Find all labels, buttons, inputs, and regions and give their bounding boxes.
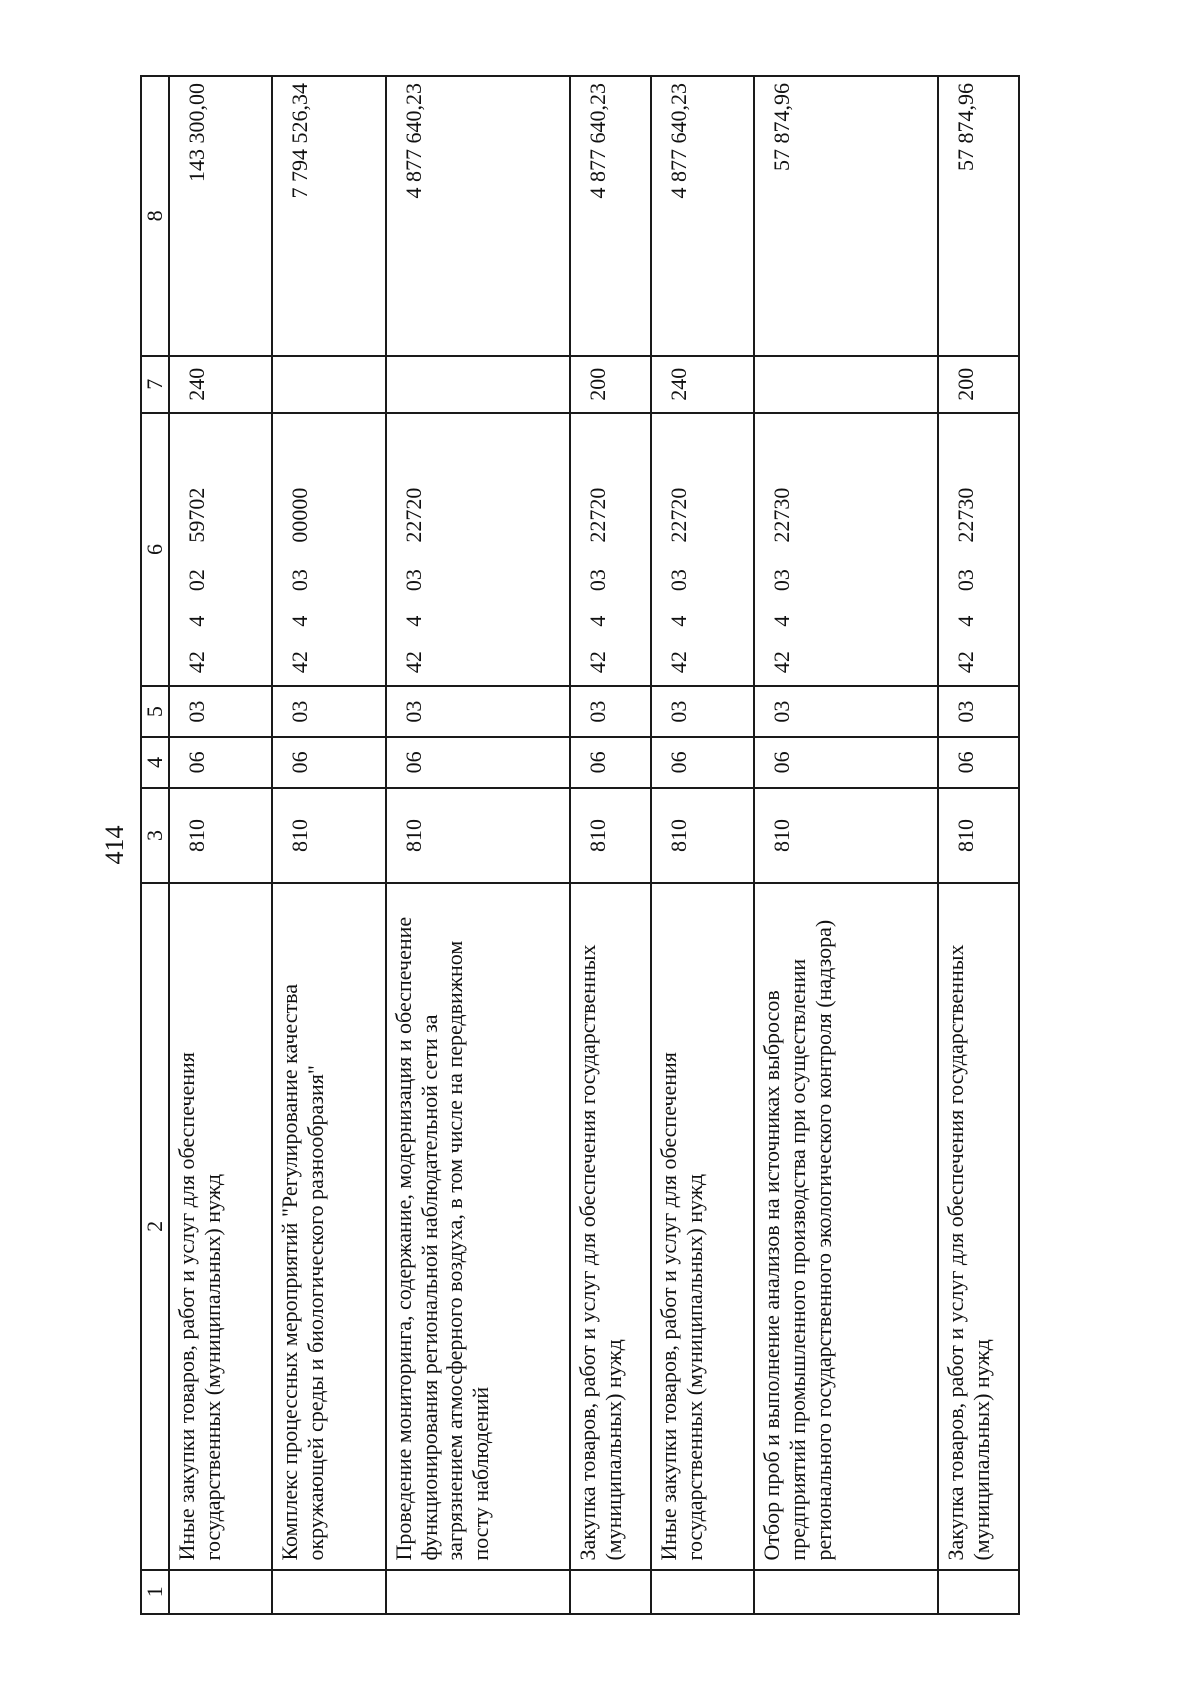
- amount-cell: 7 794 526,34: [272, 76, 386, 356]
- code-4-cell: 06: [570, 737, 651, 788]
- target-code-part: 4: [400, 615, 426, 627]
- header-cell-3: 3: [141, 788, 169, 883]
- amount-cell: 4 877 640,23: [651, 76, 754, 356]
- description-cell: Иные закупки товаров, работ и услуг для обеспечения государственных (муниципальных) нужд: [169, 883, 272, 1569]
- code-4-cell: 06: [651, 737, 754, 788]
- code-5-cell: 03: [938, 686, 1019, 737]
- table-row: [169, 76, 272, 1614]
- amount-cell: 57 874,96: [938, 76, 1019, 356]
- target-code-part: 22730: [768, 487, 794, 543]
- amount-cell: 57 874,96: [754, 76, 938, 356]
- expense-type-cell: [272, 356, 386, 413]
- target-code-part: 42: [184, 651, 209, 674]
- target-code-part: 42: [400, 651, 426, 674]
- target-code-cell: [651, 413, 754, 686]
- code-4-cell: 06: [754, 737, 938, 788]
- target-code-cell: [169, 413, 272, 686]
- expense-type-cell: [386, 356, 570, 413]
- header-cell-2: 2: [141, 883, 169, 1569]
- header-cell-1: 1: [141, 1570, 169, 1614]
- code-4-cell: 06: [386, 737, 570, 788]
- target-code-part: 4: [952, 615, 978, 627]
- target-code-part: 22720: [584, 487, 610, 543]
- code-5-cell: 03: [570, 686, 651, 737]
- code-5-cell: 03: [386, 686, 570, 737]
- target-code-part: 03: [665, 569, 691, 592]
- code-3-cell: 810: [272, 788, 386, 883]
- code-3-cell: 810: [651, 788, 754, 883]
- target-code-part: 42: [584, 651, 610, 674]
- target-code-part: 03: [768, 569, 794, 592]
- target-code-part: 22720: [400, 487, 426, 543]
- table-row: [754, 76, 938, 1614]
- code-3-cell: 810: [754, 788, 938, 883]
- code-3-cell: 810: [938, 788, 1019, 883]
- target-code-part: 42: [286, 651, 312, 674]
- header-cell-4: 4: [141, 737, 169, 788]
- target-code-part: 4: [665, 615, 691, 627]
- row-number-cell: [651, 1570, 754, 1614]
- code-4-cell: 06: [169, 737, 272, 788]
- target-code-part: 03: [286, 569, 312, 592]
- header-cell-5: 5: [141, 686, 169, 737]
- target-code-cell: [272, 413, 386, 686]
- expense-type-cell: 200: [570, 356, 651, 413]
- expense-type-cell: [754, 356, 938, 413]
- table-row: [651, 76, 754, 1614]
- amount-cell: 4 877 640,23: [386, 76, 570, 356]
- code-5-cell: 03: [169, 686, 272, 737]
- amount-cell: 4 877 640,23: [570, 76, 651, 356]
- target-code-part: 42: [952, 651, 978, 674]
- row-number-cell: [938, 1570, 1019, 1614]
- target-code-part: 00000: [286, 487, 312, 543]
- target-code-part: 02: [184, 569, 209, 592]
- target-code-cell: [754, 413, 938, 686]
- target-code-part: 4: [768, 615, 794, 627]
- code-4-cell: 06: [938, 737, 1019, 788]
- description-cell: Закупка товаров, работ и услуг для обеспечения государственных (муниципальных) нужд: [938, 883, 1019, 1569]
- description-cell: Закупка товаров, работ и услуг для обеспечения государственных (муниципальных) нужд: [570, 883, 651, 1569]
- code-3-cell: 810: [570, 788, 651, 883]
- row-number-cell: [272, 1570, 386, 1614]
- code-4-cell: 06: [272, 737, 386, 788]
- target-code-part: 22720: [665, 487, 691, 543]
- expense-type-cell: 200: [938, 356, 1019, 413]
- target-code-cell: [386, 413, 570, 686]
- description-cell: Отбор проб и выполнение анализов на источниках выбросов предприятий промышленного производства при осуществлении регионального государственного экологического контроля (надзора): [754, 883, 938, 1569]
- header-row: [141, 76, 169, 1614]
- expense-type-cell: 240: [169, 356, 272, 413]
- code-5-cell: 03: [651, 686, 754, 737]
- amount-cell: 143 300,00: [169, 76, 272, 356]
- target-code-part: 42: [768, 651, 794, 674]
- row-number-cell: [754, 1570, 938, 1614]
- code-3-cell: 810: [169, 788, 272, 883]
- target-code-part: 42: [665, 651, 691, 674]
- table-row: [570, 76, 651, 1614]
- code-5-cell: 03: [272, 686, 386, 737]
- header-cell-7: 7: [141, 356, 169, 413]
- target-code-part: 4: [184, 615, 209, 627]
- header-cell-6: 6: [141, 413, 169, 686]
- code-5-cell: 03: [754, 686, 938, 737]
- target-code-part: 03: [584, 569, 610, 592]
- target-code-part: 03: [400, 569, 426, 592]
- expense-type-cell: 240: [651, 356, 754, 413]
- row-number-cell: [169, 1570, 272, 1614]
- target-code-part: 4: [286, 615, 312, 627]
- table-row: [386, 76, 570, 1614]
- table-row: [938, 76, 1019, 1614]
- description-cell: Комплекс процессных мероприятий "Регулирование качества окружающей среды и биологического разнообразия": [272, 883, 386, 1569]
- page-number: 414: [100, 825, 129, 865]
- target-code-cell: [570, 413, 651, 686]
- target-code-part: 4: [584, 615, 610, 627]
- target-code-cell: [938, 413, 1019, 686]
- target-code-part: 03: [952, 569, 978, 592]
- row-number-cell: [570, 1570, 651, 1614]
- table-wrapper: [140, 75, 1020, 1615]
- description-cell: Иные закупки товаров, работ и услуг для обеспечения государственных (муниципальных) нужд: [651, 883, 754, 1569]
- code-3-cell: 810: [386, 788, 570, 883]
- description-cell: Проведение мониторинга, содержание, модернизация и обеспечение функционирования региональной наблюдательной сети за загрязнением атмосферного воздуха, в том числе на передвижном посту наблюдений: [386, 883, 570, 1569]
- target-code-part: 59702: [184, 487, 209, 543]
- budget-table: [140, 75, 1020, 1615]
- table-row: [272, 76, 386, 1614]
- header-cell-8: 8: [141, 76, 169, 356]
- row-number-cell: [386, 1570, 570, 1614]
- target-code-part: 22730: [952, 487, 978, 543]
